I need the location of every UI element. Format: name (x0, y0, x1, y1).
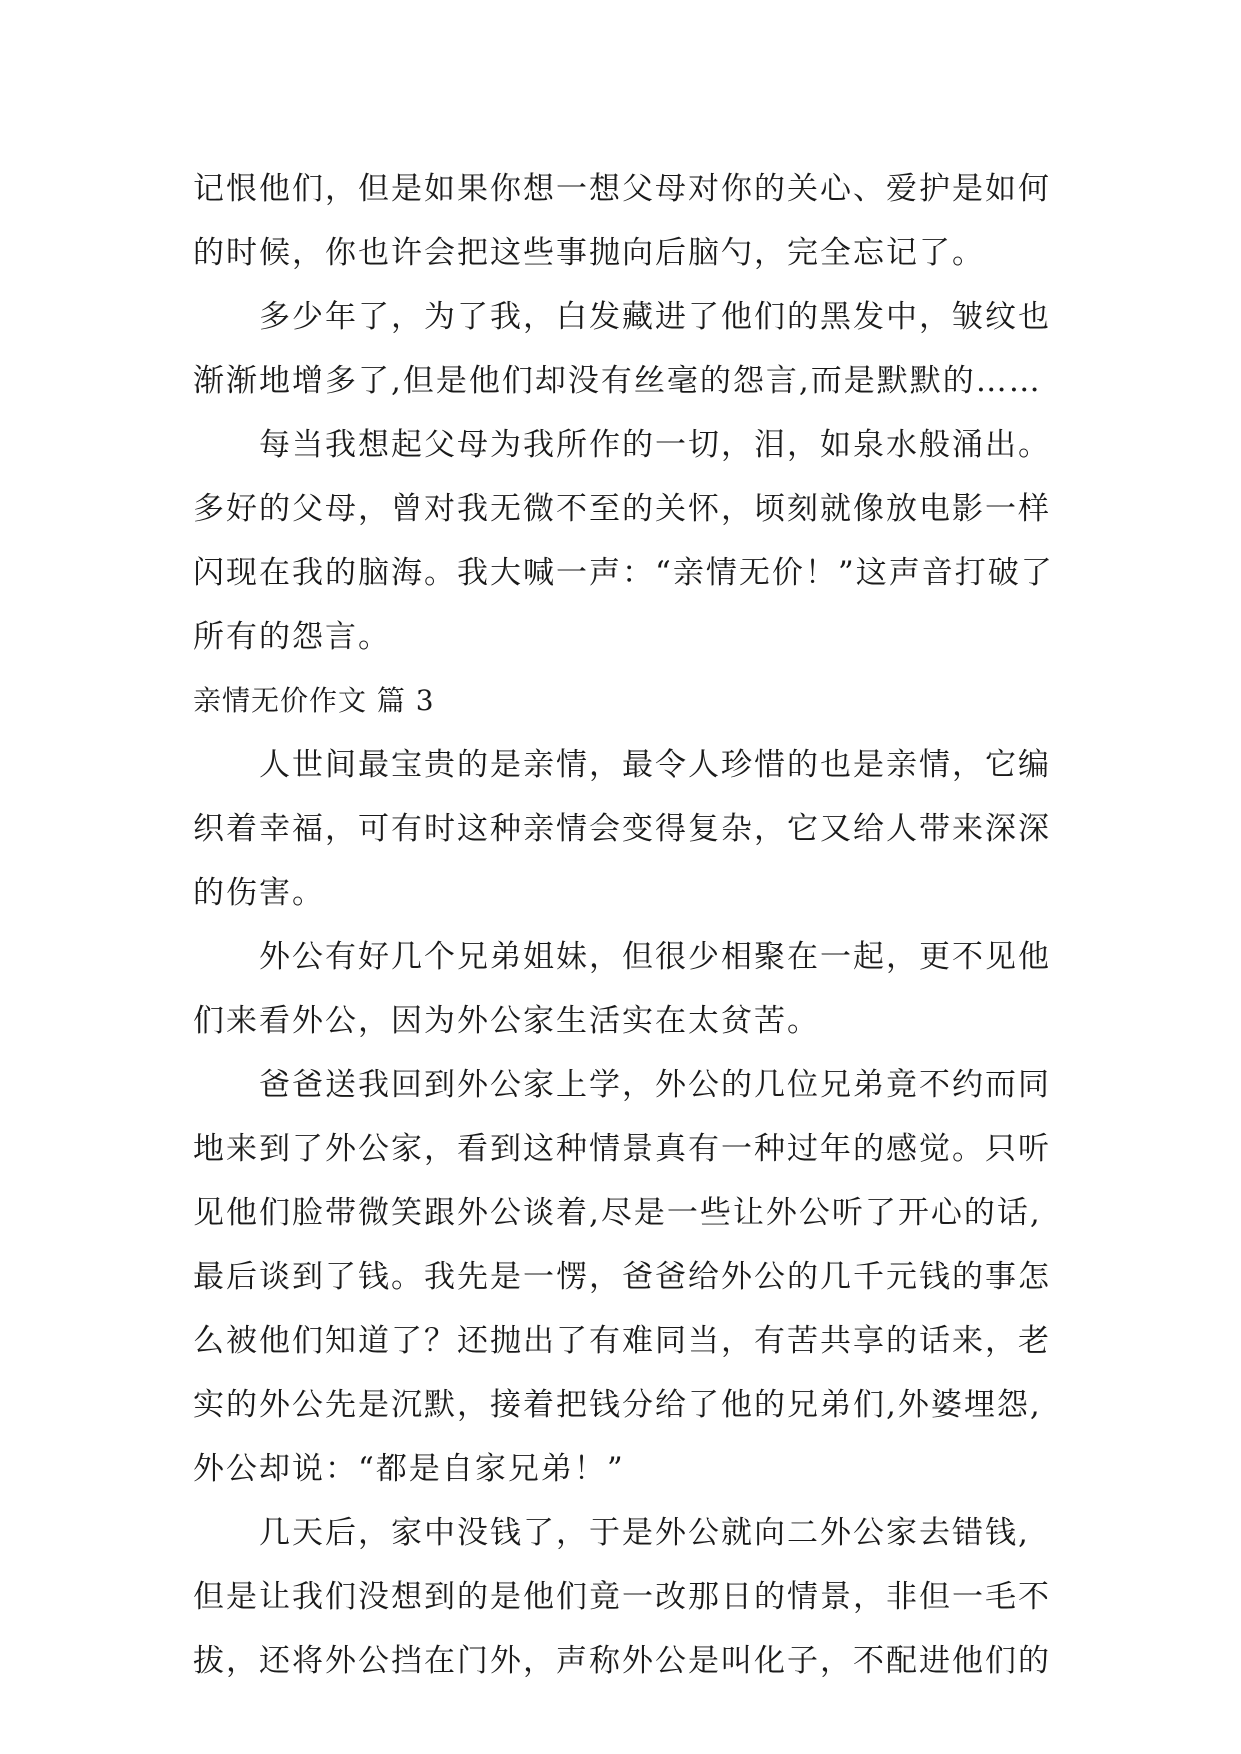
paragraph-start-line: 几天后，家中没钱了，于是外公就向二外公家去错钱, (259, 1515, 1030, 1551)
text-line: 实的外公先是沉默，接着把钱分给了他的兄弟们,外婆埋怨, (193, 1387, 1042, 1423)
text-line: 织着幸福，可有时这种亲情会变得复杂，它又给人带来深深 (193, 811, 1051, 847)
text-line: 渐渐地增多了,但是他们却没有丝毫的怨言,而是默默的…… (193, 363, 1042, 399)
text-line: 多好的父母，曾对我无微不至的关怀，顷刻就像放电影一样 (193, 491, 1051, 527)
text-line: 所有的怨言。 (193, 619, 391, 655)
text-line: 外公却说：“都是自家兄弟！” (193, 1451, 625, 1487)
section-heading: 亲情无价作文 篇 3 (193, 684, 435, 717)
text-line: 最后谈到了钱。我先是一愣，爸爸给外公的几千元钱的事怎 (193, 1259, 1051, 1295)
paragraph-start-line: 爸爸送我回到外公家上学，外公的几位兄弟竟不约而同 (259, 1067, 1051, 1103)
text-line: 么被他们知道了？还抛出了有难同当，有苦共享的话来，老 (193, 1323, 1051, 1359)
paragraph-start-line: 外公有好几个兄弟姐妹，但很少相聚在一起，更不见他 (259, 939, 1051, 975)
text-line: 闪现在我的脑海。我大喊一声：“亲情无价！”这声音打破了 (193, 555, 1054, 591)
text-line: 的伤害。 (193, 875, 325, 911)
text-line: 们来看外公，因为外公家生活实在太贫苦。 (193, 1003, 820, 1039)
text-line: 记恨他们，但是如果你想一想父母对你的关心、爱护是如何 (193, 171, 1051, 207)
paragraph-start-line: 人世间最宝贵的是亲情，最令人珍惜的也是亲情，它编 (259, 747, 1051, 783)
document-body (193, 157, 1073, 1693)
paragraph-start-line: 每当我想起父母为我所作的一切，泪，如泉水般涌出。 (259, 427, 1051, 463)
text-line: 拔，还将外公挡在门外，声称外公是叫化子，不配进他们的 (193, 1643, 1051, 1679)
text-line: 地来到了外公家，看到这种情景真有一种过年的感觉。只听 (193, 1131, 1051, 1167)
paragraph-start-line: 多少年了，为了我，白发藏进了他们的黑发中，皱纹也 (259, 299, 1051, 335)
text-line: 的时候，你也许会把这些事抛向后脑勺，完全忘记了。 (193, 235, 985, 271)
text-line: 但是让我们没想到的是他们竟一改那日的情景，非但一毛不 (193, 1579, 1051, 1615)
text-line: 见他们脸带微笑跟外公谈着,尽是一些让外公听了开心的话, (193, 1195, 1042, 1231)
